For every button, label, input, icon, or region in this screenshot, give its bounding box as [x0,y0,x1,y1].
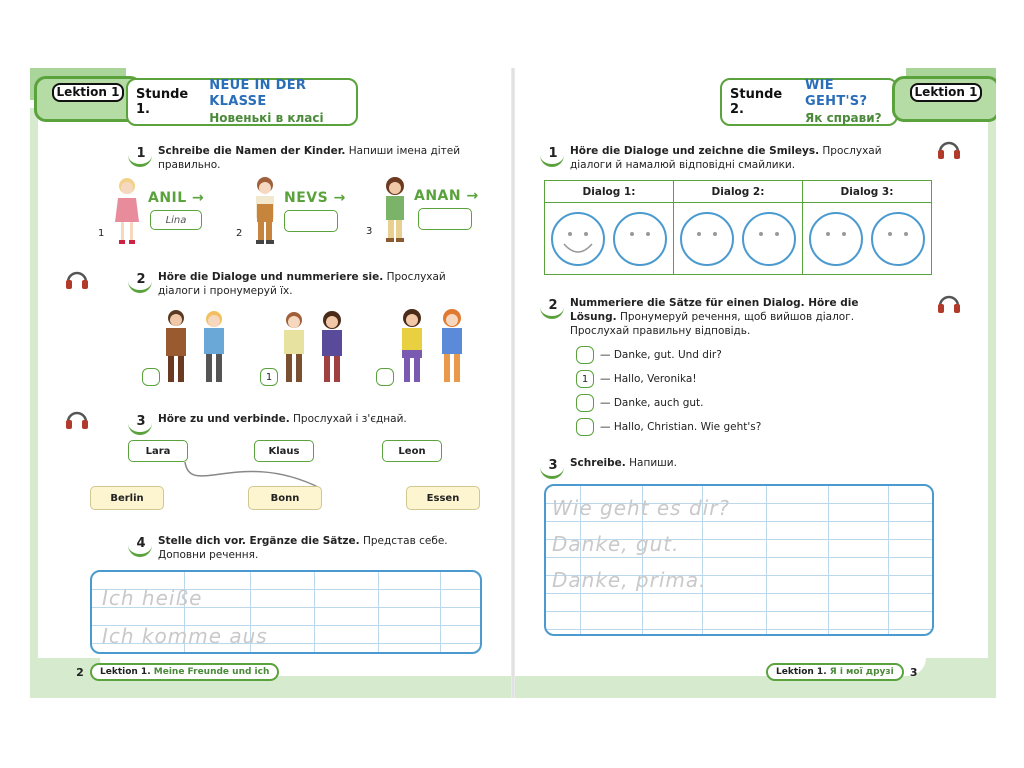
footer-right: Lektion 1. Я і мої друзі 3 [766,660,924,684]
smiley-face-icon [549,210,607,268]
answer-box-2[interactable] [284,210,338,232]
headphones-icon [64,268,90,292]
blank-face-icon [807,210,865,268]
task3-left: 3 Höre zu und verbinde. Прослухай і з'єднай. [130,412,485,434]
scrambled-name-1: ANIL → [148,190,205,206]
sentence-row: — Danke, gut. Und dir? [576,346,722,364]
scrambled-name-2: NEVS → [284,190,346,206]
answer-box-1[interactable]: Lina [150,210,202,230]
headphones-icon [64,408,90,432]
blank-face-icon [869,210,927,268]
model-line-1: Wie geht es dir? [552,496,731,520]
lektion-tab-left: Lektion 1 [34,76,142,122]
title-ua-left: Новенькі в класі [209,111,324,125]
headphones-icon [936,292,962,316]
dialog-header-3: Dialog 3: [803,181,932,203]
page-gutter [511,68,515,698]
kid-girl-blonde-illustration [112,176,142,248]
dialog-order-box-1[interactable] [142,368,160,386]
blank-face-icon [740,210,798,268]
task4-left: 4 Stelle dich vor. Ergänze die Sätze. Представ себе. Доповни речення. [130,534,485,562]
dialog-header-1: Dialog 1: [545,181,674,203]
task2-left: 2 Höre die Dialoge und nummeriere sie. Прослухай діалоги і пронумеруй їх. [130,270,485,298]
stunde-header-right: Stunde 2. WIE GEHT'S? Як справи? [720,78,898,126]
footer-left: 2 Lektion 1. Meine Freunde und ich [70,660,279,684]
dialog-order-box-2[interactable]: 1 [260,368,278,386]
model-line-2: Danke, gut. [552,532,680,556]
dialog-smileys-2[interactable] [674,203,803,275]
sentence-row: — Hallo, Christian. Wie geht's? [576,418,761,436]
workbook-spread: Lektion 1 Stunde 1. NEUE IN DER KLASSE Новенькі в класі Stunde 2. WIE GEHT'S? Як справи? Lektion 1 1 Schreibe die Namen der Kinder. Напиши імена дітей правильно. 1 ANIL → Lina 2 NEVS → 3 ANAN → 2 Höre die Dialoge und nummeriere sie. Прослухай діалоги і пронумеруй їх. 1 3 Höre zu und verbinde. Прослухай і з'єднай. Lara Klaus Leon Berlin Bonn Essen 4 Stelle dich vor. Ergänze die Sätze. Представ себе. Доповни речення. Ich heiße Ich komme aus 2 Lektion 1. Meine Freunde und ich 1 Höre die Dialoge und zeichne die Smileys. Прослухай діалоги й намалюй відповідні смайлики. Dialog 1: Dialog 2: Dialog 3: 2 Nummeriere die Sätze für einen Dialog. Höre die Lösung. Пронумеруй речення, щоб вийшов діалог. Прослухай правильну відповідь. — Danke, gut. Und dir? 1 — Hallo, Veronika! — Danke, auch gut. — Hallo, Christian. Wie geht's? 3 Schreibe. Напиши. Wie geht es dir? Danke, gut. Danke, prima. Lektion 1. Я і мої друзі 3 [30,68,996,698]
prompt-line-1: Ich heiße [102,586,203,610]
kid-girl-green-illustration [380,176,410,248]
task1-right: 1 Höre die Dialoge und zeichne die Smileys. Прослухай діалоги й намалюй відповідні смайлики. [542,144,902,172]
city-box-berlin[interactable]: Berlin [90,486,164,510]
model-line-3: Danke, prima. [552,568,707,592]
title-de-right: WIE GEHT'S? [805,78,868,109]
headphones-icon [936,138,962,162]
writing-area-right[interactable] [544,484,934,636]
prompt-line-2: Ich komme aus [102,624,268,648]
kid-boy-overalls-illustration [250,176,280,248]
sentence-order-box[interactable] [576,418,594,436]
answer-box-3[interactable] [418,208,472,230]
blank-face-icon [611,210,669,268]
task2-right: 2 Nummeriere die Sätze für einen Dialog. Höre die Lösung. Пронумеруй речення, щоб вийшов діалог. Прослухай правильну відповідь. [542,296,902,338]
dialog-smileys-1[interactable] [545,203,674,275]
blank-face-icon [678,210,736,268]
lektion-tab-right: Lektion 1 [892,76,996,122]
kids-pair-1-illustration [158,308,236,388]
name-box-lara[interactable]: Lara [128,440,188,462]
dialog-header-2: Dialog 2: [674,181,803,203]
sentence-order-box[interactable] [576,346,594,364]
title-ua-right: Як справи? [805,111,882,125]
name-box-leon[interactable]: Leon [382,440,442,462]
task3-right: 3 Schreibe. Напиши. [542,456,902,478]
title-de-left: NEUE IN DER KLASSE [209,78,307,109]
stunde-header-left: Stunde 1. NEUE IN DER KLASSE Новенькі в класі [126,78,358,126]
dialog-order-box-3[interactable] [376,368,394,386]
task1-left: 1 Schreibe die Namen der Kinder. Напиши імена дітей правильно. [130,144,485,172]
name-box-klaus[interactable]: Klaus [254,440,314,462]
sentence-order-box[interactable] [576,394,594,412]
kids-pair-2-illustration [278,310,352,388]
dialog-smileys-3[interactable] [803,203,932,275]
sentence-order-box[interactable]: 1 [576,370,594,388]
sentence-row: 1 — Hallo, Veronika! [576,370,697,388]
kids-pair-3-illustration [396,308,472,388]
writing-area-left[interactable] [90,570,482,654]
smiley-table [544,180,932,275]
scrambled-name-3: ANAN → [414,188,479,204]
city-box-essen[interactable]: Essen [406,486,480,510]
sentence-row: — Danke, auch gut. [576,394,703,412]
city-box-bonn[interactable]: Bonn [248,486,322,510]
